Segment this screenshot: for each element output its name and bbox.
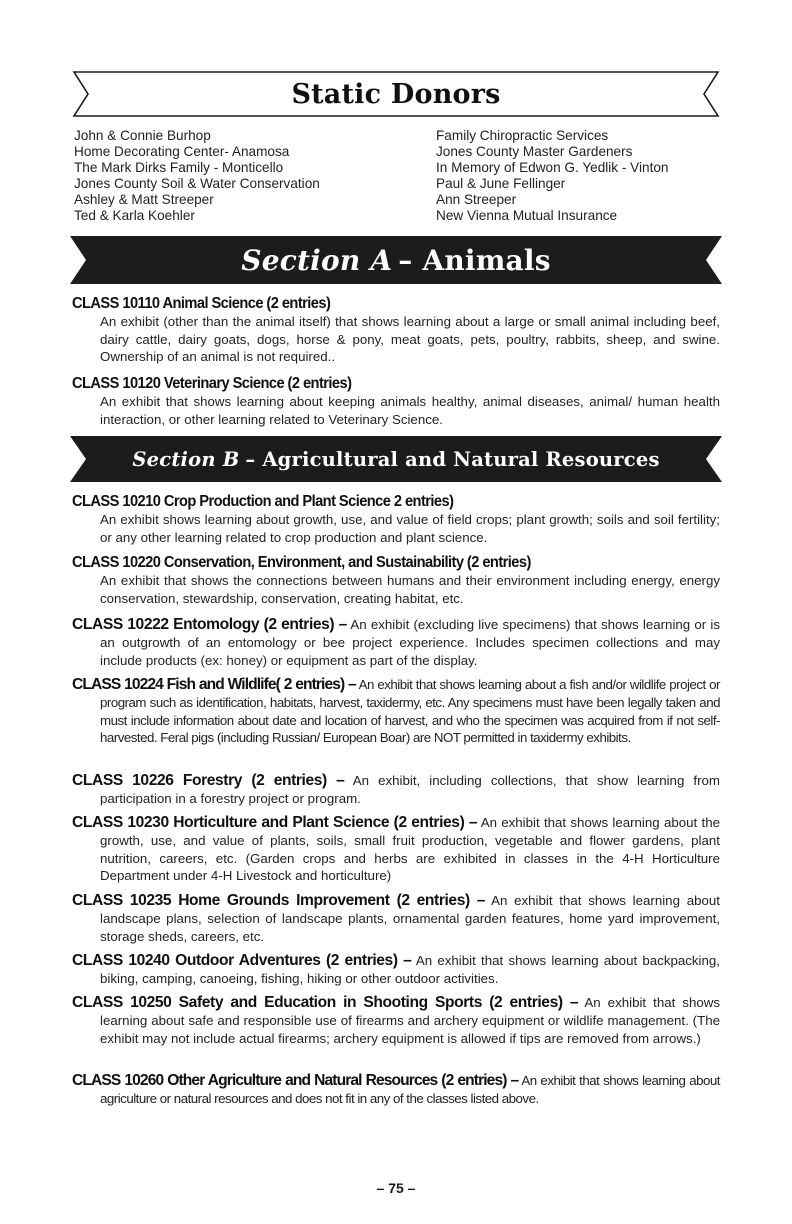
section-a-title (70, 236, 722, 284)
donors-left-column (74, 128, 320, 224)
class-10222 (72, 615, 720, 669)
class-title: CLASS 10110 Animal Science (2 entries) (72, 295, 331, 312)
class-title: CLASS 10250 Safety and Education in Shooting Sports (2 entries) – (72, 994, 579, 1011)
class-10250 (72, 993, 720, 1047)
class-description: An exhibit shows learning about growth, use, and value of field crops; plant growth; soils and soil fertility; or any other learning related to crop production and plant science. (100, 512, 720, 545)
donor-name: Family Chiropractic Services (436, 128, 609, 143)
class-description: An exhibit that shows learning about backpacking, biking, camping, canoeing, fishing, hiking or other outdoor activities. (100, 953, 720, 986)
class-title: CLASS 10260 Other Agriculture and Natural Resources (2 entries) – (72, 1072, 519, 1089)
donor-name: New Vienna Mutual Insurance (436, 208, 618, 223)
class-title: CLASS 10222 Entomology (2 entries) – (72, 616, 347, 633)
class-10224 (72, 675, 720, 747)
class-description: An exhibit that shows the connections between humans and their environment including energy, energy conservation, stewardship, conservation, creating habitat, etc. (100, 573, 720, 606)
section-b-label: Section B (132, 447, 240, 471)
section-a-label: Section A (241, 243, 393, 277)
class-description: An exhibit that shows learning about agriculture or natural resources and does not fit in any of the classes listed above. (100, 1073, 720, 1106)
donors-right-column (436, 128, 668, 224)
donor-name: Paul & June Fellinger (436, 176, 566, 191)
class-title: CLASS 10240 Outdoor Adventures (2 entries) – (72, 952, 412, 969)
class-title: CLASS 10226 Forestry (2 entries) – (72, 772, 345, 789)
class-title: CLASS 10230 Horticulture and Plant Science (2 entries) – (72, 814, 478, 831)
section-b-banner (70, 436, 722, 482)
class-10220 (72, 553, 720, 607)
section-a-banner (70, 236, 722, 284)
class-description: An exhibit that shows learning about safe and responsible use of firearms and archery equipment or wildlife management. (The exhibit may not include actual firearms; archery equipment is allowed if tips are removed from arrows.) (100, 995, 720, 1046)
class-description: An exhibit that shows learning about keeping animals healthy, animal diseases, animal/ human health interaction, or other learning related to Veterinary Science. (100, 394, 720, 427)
class-10240 (72, 951, 720, 988)
class-10235 (72, 891, 720, 945)
donor-name: Jones County Master Gardeners (436, 144, 633, 159)
class-title: CLASS 10235 Home Grounds Improvement (2 entries) – (72, 892, 486, 909)
class-10210 (72, 492, 720, 546)
class-10110 (72, 294, 720, 366)
class-description: An exhibit (other than the animal itself) that shows learning about a large or small animal including beef, dairy cattle, dairy goats, dogs, horse & pony, meat goats, pets, poultry, rabbits, sheep, and swine. Ownership of an animal is not required.. (100, 314, 720, 364)
static-donors-banner (70, 71, 722, 117)
donor-name: Home Decorating Center- Anamosa (74, 144, 290, 159)
class-description: An exhibit that shows learning about the growth, use, and value of plants, soils, small fruit production, vegetable and flower gardens, plant nutrition, careers, etc. (Garden crops and herbs are exhibited in classes in the 4-H Horticulture Department under 4-H Livestock and horticulture) (100, 815, 720, 883)
class-10260 (72, 1071, 720, 1108)
page-number: – 75 – (376, 1180, 416, 1196)
static-donors-title: Static Donors (291, 78, 501, 110)
class-description: An exhibit, including collections, that show learning from participation in a forestry project or program. (100, 773, 720, 806)
class-description: An exhibit that shows learning about landscape plans, selection of landscape plants, ornamental garden features, home yard improvement, storage sheds, careers, etc. (100, 893, 720, 944)
class-description: An exhibit that shows learning about a fish and/or wildlife project or program such as identification, habitats, harvest, taxidermy, etc. Any specimens must have been legally taken and must include information about date and location of harvest, and who the specimen was acquired from if not self-harvested. Feral pigs (including Russian/ European Boar) are NOT permitted in taxidermy exhibits. (100, 677, 720, 745)
class-description: An exhibit (excluding live specimens) that shows learning or is an outgrowth of an entomology or bee project experience. Includes specimen collections and may include products (ex: honey) or equipment as part of the display. (100, 617, 720, 668)
class-title: CLASS 10220 Conservation, Environment, and Sustainability (2 entries) (72, 554, 531, 571)
donor-name: Ashley & Matt Streeper (74, 192, 214, 207)
donor-name: In Memory of Edwon G. Yedlik - Vinton (436, 160, 669, 175)
donor-name: Ted & Karla Koehler (74, 208, 195, 223)
class-title: CLASS 10224 Fish and Wildlife( 2 entries) – (72, 676, 356, 693)
donor-name: Ann Streeper (436, 192, 517, 207)
section-a-subject: – Animals (398, 243, 551, 277)
class-10230 (72, 813, 720, 885)
class-10226 (72, 771, 720, 808)
donor-name: The Mark Dirks Family - Monticello (74, 160, 284, 175)
class-title: CLASS 10120 Veterinary Science (2 entries) (72, 375, 352, 392)
class-10120 (72, 374, 720, 428)
donor-name: Jones County Soil & Water Conservation (74, 176, 320, 191)
donor-name: John & Connie Burhop (74, 128, 211, 143)
section-b-subject: – Agricultural and Natural Resources (245, 447, 660, 471)
class-title: CLASS 10210 Crop Production and Plant Science 2 entries) (72, 493, 454, 510)
section-b-title (70, 436, 722, 482)
